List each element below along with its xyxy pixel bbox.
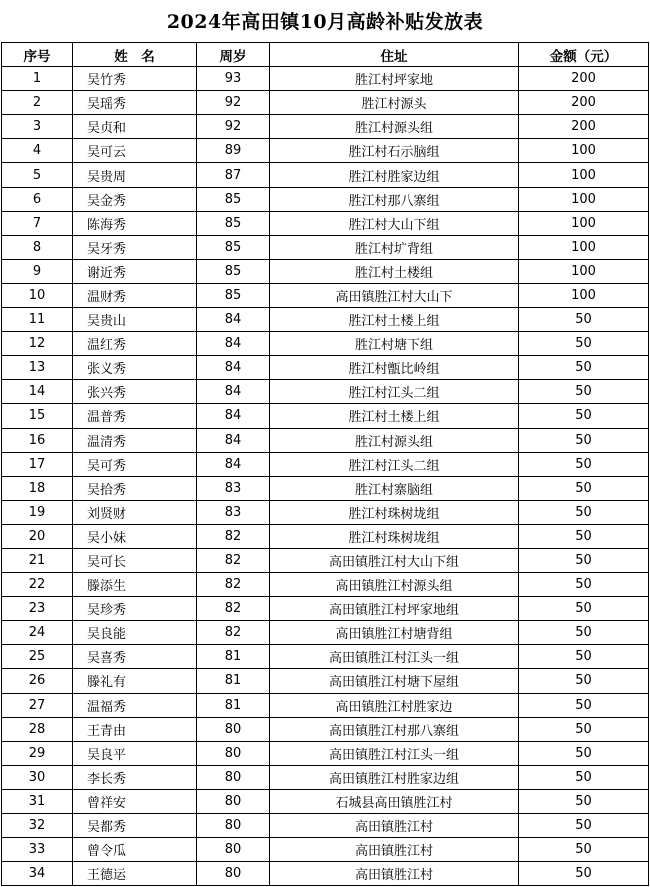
cell-name[interactable]: 吴瑶秀 [73,91,197,115]
table-row [2,645,649,669]
cell-amount[interactable]: 100 [519,211,649,235]
cell-name[interactable]: 吴珍秀 [73,597,197,621]
cell-address[interactable]: 胜江村江头二组 [270,452,519,476]
cell-address[interactable]: 胜江村江头二组 [270,380,519,404]
cell-name[interactable]: 吴都秀 [73,814,197,838]
cell-age[interactable]: 82 [197,548,270,572]
cell-name[interactable]: 吴良能 [73,621,197,645]
cell-address[interactable]: 高田镇胜江村 [270,862,519,886]
table-row [2,476,649,500]
cell-address[interactable]: 胜江村土楼上组 [270,404,519,428]
table-body [2,67,649,886]
table-row [2,741,649,765]
table-row [2,597,649,621]
cell-age[interactable]: 82 [197,597,270,621]
cell-address[interactable]: 高田镇胜江村 [270,838,519,862]
cell-address[interactable]: 胜江村源头组 [270,428,519,452]
cell-index[interactable]: 29 [2,741,73,765]
cell-name[interactable]: 曾祥安 [73,789,197,813]
cell-address[interactable]: 高田镇胜江村大山下 [270,283,519,307]
table-row [2,356,649,380]
cell-name[interactable]: 吴可长 [73,548,197,572]
table-row [2,115,649,139]
cell-address[interactable]: 高田镇胜江村大山下组 [270,548,519,572]
cell-age[interactable]: 85 [197,187,270,211]
cell-index[interactable]: 1 [2,67,73,91]
cell-amount[interactable]: 50 [519,308,649,332]
cell-address[interactable]: 胜江村珠树垅组 [270,524,519,548]
cell-name[interactable]: 陈海秀 [73,211,197,235]
cell-amount[interactable]: 50 [519,814,649,838]
header-row [2,43,649,67]
cell-amount[interactable]: 100 [519,163,649,187]
cell-amount[interactable]: 50 [519,500,649,524]
cell-age[interactable]: 87 [197,163,270,187]
cell-address[interactable]: 高田镇胜江村 [270,814,519,838]
cell-address[interactable]: 高田镇胜江村胜家边组 [270,765,519,789]
cell-age[interactable]: 85 [197,259,270,283]
header-index[interactable]: 序号 [2,43,73,67]
table-row [2,669,649,693]
cell-index[interactable]: 25 [2,645,73,669]
table-row [2,308,649,332]
cell-name[interactable]: 温普秀 [73,404,197,428]
cell-name[interactable]: 吴贞和 [73,115,197,139]
table-row [2,404,649,428]
cell-age[interactable]: 85 [197,283,270,307]
table-row [2,789,649,813]
table-row [2,765,649,789]
table-row [2,332,649,356]
cell-age[interactable]: 83 [197,476,270,500]
cell-amount[interactable]: 200 [519,67,649,91]
cell-address[interactable]: 胜江村寨脑组 [270,476,519,500]
cell-amount[interactable]: 100 [519,139,649,163]
table-row [2,693,649,717]
cell-index[interactable]: 16 [2,428,73,452]
cell-age[interactable]: 82 [197,573,270,597]
cell-address[interactable]: 胜江村源头 [270,91,519,115]
cell-amount[interactable]: 50 [519,862,649,886]
cell-name[interactable]: 滕添生 [73,573,197,597]
table-row [2,163,649,187]
cell-amount[interactable]: 200 [519,115,649,139]
cell-amount[interactable]: 100 [519,283,649,307]
table-row [2,500,649,524]
header-address[interactable]: 住址 [270,43,519,67]
cell-address[interactable]: 胜江村坪家地 [270,67,519,91]
table-row [2,187,649,211]
cell-age[interactable]: 80 [197,765,270,789]
cell-amount[interactable]: 200 [519,91,649,115]
cell-index[interactable]: 27 [2,693,73,717]
cell-address[interactable]: 胜江村甑比岭组 [270,356,519,380]
cell-address[interactable]: 胜江村胜家边组 [270,163,519,187]
cell-age[interactable]: 82 [197,621,270,645]
cell-amount[interactable]: 100 [519,187,649,211]
cell-index[interactable]: 9 [2,259,73,283]
cell-address[interactable]: 胜江村珠树垅组 [270,500,519,524]
cell-address[interactable]: 高田镇胜江村江头一组 [270,741,519,765]
cell-name[interactable]: 吴小妹 [73,524,197,548]
subsidy-table [1,42,649,886]
cell-amount[interactable]: 50 [519,669,649,693]
cell-age[interactable]: 85 [197,211,270,235]
table-row [2,524,649,548]
cell-address[interactable]: 胜江村圹背组 [270,235,519,259]
cell-address[interactable]: 胜江村土楼组 [270,259,519,283]
cell-address[interactable]: 高田镇胜江村塘背组 [270,621,519,645]
table-row [2,380,649,404]
cell-address[interactable]: 高田镇胜江村源头组 [270,573,519,597]
cell-amount[interactable]: 50 [519,332,649,356]
cell-address[interactable]: 高田镇胜江村那八寨组 [270,717,519,741]
cell-age[interactable]: 83 [197,500,270,524]
cell-age[interactable]: 82 [197,524,270,548]
cell-name[interactable]: 吴拾秀 [73,476,197,500]
table-row [2,717,649,741]
cell-age[interactable]: 93 [197,67,270,91]
cell-address[interactable]: 高田镇胜江村坪家地组 [270,597,519,621]
cell-index[interactable]: 32 [2,814,73,838]
cell-index[interactable]: 4 [2,139,73,163]
cell-index[interactable]: 3 [2,115,73,139]
cell-amount[interactable]: 50 [519,573,649,597]
cell-age[interactable]: 89 [197,139,270,163]
header-name[interactable]: 姓 名 [73,43,197,67]
cell-age[interactable]: 84 [197,380,270,404]
cell-name[interactable]: 温清秀 [73,428,197,452]
table-row [2,139,649,163]
cell-name[interactable]: 刘贤财 [73,500,197,524]
cell-age[interactable]: 84 [197,452,270,476]
cell-age[interactable]: 80 [197,862,270,886]
cell-index[interactable]: 22 [2,573,73,597]
cell-index[interactable]: 13 [2,356,73,380]
table-row [2,259,649,283]
cell-amount[interactable]: 100 [519,235,649,259]
table-row [2,428,649,452]
cell-age[interactable]: 80 [197,717,270,741]
cell-age[interactable]: 92 [197,115,270,139]
table-row [2,91,649,115]
cell-age[interactable]: 84 [197,428,270,452]
cell-age[interactable]: 80 [197,838,270,862]
cell-amount[interactable]: 100 [519,259,649,283]
cell-amount[interactable]: 50 [519,789,649,813]
cell-name[interactable]: 王德运 [73,862,197,886]
cell-age[interactable]: 84 [197,332,270,356]
cell-address[interactable]: 胜江村土楼上组 [270,308,519,332]
cell-name[interactable]: 滕礼有 [73,669,197,693]
cell-amount[interactable]: 50 [519,356,649,380]
cell-index[interactable]: 30 [2,765,73,789]
cell-age[interactable]: 80 [197,814,270,838]
cell-age[interactable]: 81 [197,693,270,717]
cell-name[interactable]: 谢近秀 [73,259,197,283]
cell-age[interactable]: 81 [197,669,270,693]
cell-index[interactable]: 31 [2,789,73,813]
cell-age[interactable]: 80 [197,741,270,765]
cell-index[interactable]: 34 [2,862,73,886]
table-row [2,235,649,259]
cell-amount[interactable]: 50 [519,693,649,717]
cell-amount[interactable]: 50 [519,621,649,645]
cell-address[interactable]: 胜江村源头组 [270,115,519,139]
cell-age[interactable]: 84 [197,356,270,380]
page-title: 2024年高田镇10月高龄补贴发放表 [166,11,484,33]
cell-index[interactable]: 19 [2,500,73,524]
cell-amount[interactable]: 50 [519,548,649,572]
cell-name[interactable]: 张义秀 [73,356,197,380]
table-row [2,838,649,862]
cell-age[interactable]: 84 [197,308,270,332]
cell-address[interactable]: 胜江村那八寨组 [270,187,519,211]
cell-amount[interactable]: 50 [519,524,649,548]
cell-index[interactable]: 23 [2,597,73,621]
cell-name[interactable]: 吴可云 [73,139,197,163]
cell-amount[interactable]: 50 [519,717,649,741]
cell-age[interactable]: 80 [197,789,270,813]
cell-amount[interactable]: 50 [519,428,649,452]
cell-index[interactable]: 28 [2,717,73,741]
cell-name[interactable]: 张兴秀 [73,380,197,404]
cell-name[interactable]: 吴喜秀 [73,645,197,669]
cell-index[interactable]: 5 [2,163,73,187]
cell-address[interactable]: 胜江村塘下组 [270,332,519,356]
cell-amount[interactable]: 50 [519,380,649,404]
cell-address[interactable]: 高田镇胜江村胜家边 [270,693,519,717]
cell-name[interactable]: 吴良平 [73,741,197,765]
table-row [2,211,649,235]
cell-index[interactable]: 12 [2,332,73,356]
cell-index[interactable]: 17 [2,452,73,476]
cell-name[interactable]: 王青由 [73,717,197,741]
cell-name[interactable]: 吴牙秀 [73,235,197,259]
cell-index[interactable]: 21 [2,548,73,572]
cell-index[interactable]: 24 [2,621,73,645]
table-row [2,814,649,838]
cell-index[interactable]: 15 [2,404,73,428]
cell-name[interactable]: 吴贵周 [73,163,197,187]
cell-age[interactable]: 85 [197,235,270,259]
cell-name[interactable]: 李长秀 [73,765,197,789]
table-row [2,67,649,91]
cell-index[interactable]: 26 [2,669,73,693]
cell-name[interactable]: 吴贵山 [73,308,197,332]
cell-index[interactable]: 14 [2,380,73,404]
cell-index[interactable]: 2 [2,91,73,115]
table-row [2,283,649,307]
cell-name[interactable]: 吴可秀 [73,452,197,476]
cell-age[interactable]: 92 [197,91,270,115]
cell-address[interactable]: 高田镇胜江村江头一组 [270,645,519,669]
cell-address[interactable]: 高田镇胜江村塘下屋组 [270,669,519,693]
cell-name[interactable]: 温红秀 [73,332,197,356]
cell-index[interactable]: 33 [2,838,73,862]
cell-amount[interactable]: 50 [519,741,649,765]
cell-address[interactable]: 胜江村大山下组 [270,211,519,235]
table-row [2,862,649,886]
cell-index[interactable]: 8 [2,235,73,259]
cell-amount[interactable]: 50 [519,476,649,500]
header-amount[interactable]: 金额（元） [519,43,649,67]
cell-index[interactable]: 11 [2,308,73,332]
cell-index[interactable]: 10 [2,283,73,307]
header-age[interactable]: 周岁 [197,43,270,67]
cell-index[interactable]: 7 [2,211,73,235]
cell-name[interactable]: 温福秀 [73,693,197,717]
table-row [2,621,649,645]
cell-name[interactable]: 吴竹秀 [73,67,197,91]
cell-name[interactable]: 曾令瓜 [73,838,197,862]
cell-index[interactable]: 6 [2,187,73,211]
table-row [2,452,649,476]
cell-index[interactable]: 18 [2,476,73,500]
cell-name[interactable]: 温财秀 [73,283,197,307]
cell-address[interactable]: 石城县高田镇胜江村 [270,789,519,813]
cell-amount[interactable]: 50 [519,838,649,862]
cell-age[interactable]: 81 [197,645,270,669]
cell-amount[interactable]: 50 [519,765,649,789]
table-row [2,573,649,597]
cell-name[interactable]: 吴金秀 [73,187,197,211]
cell-amount[interactable]: 50 [519,404,649,428]
cell-age[interactable]: 84 [197,404,270,428]
cell-address[interactable]: 胜江村石示脑组 [270,139,519,163]
cell-index[interactable]: 20 [2,524,73,548]
table-row [2,548,649,572]
cell-amount[interactable]: 50 [519,452,649,476]
cell-amount[interactable]: 50 [519,645,649,669]
cell-amount[interactable]: 50 [519,597,649,621]
